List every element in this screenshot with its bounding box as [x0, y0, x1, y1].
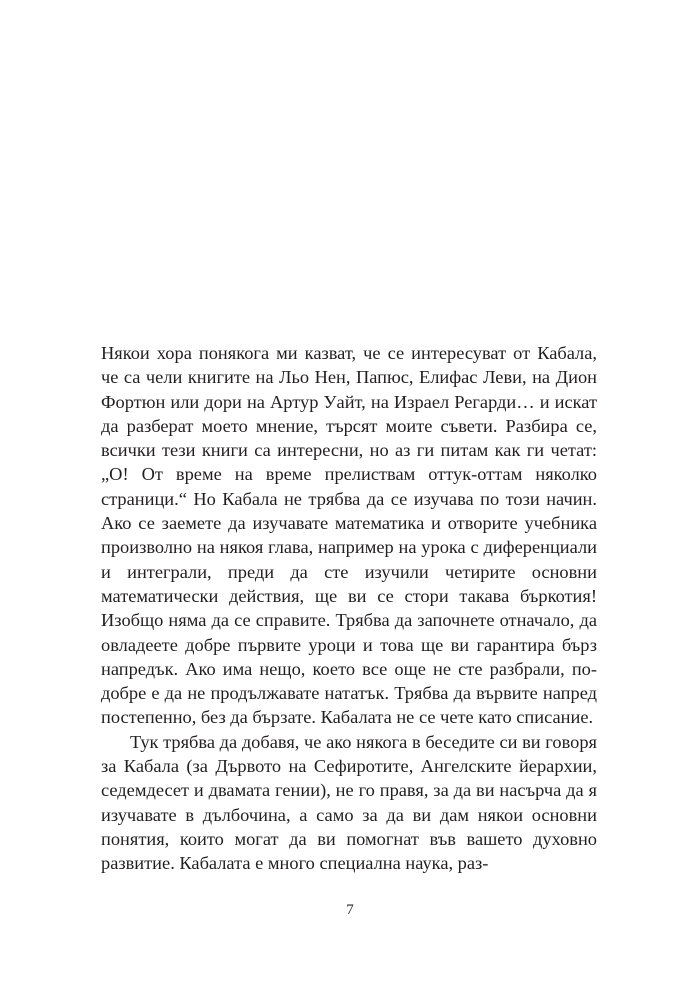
- page-number: 7: [346, 902, 354, 918]
- body-text: [101, 341, 597, 876]
- paragraph: Някои хора понякога ми казват, че се интересуват от Кабала, че са чели книгите на Льо Нен, Папюс, Елифас Леви, на Дион Фортюн или дори на Артур Уайт, на Израел Регарди… и искат да разберат моето мнение, търсят моите съвети. Разбира се, всички тези книги са интересни, но аз ги питам как ги четат: „О! От време на време прелиствам оттук-оттам няколко страници.“ Но Кабала не трябва да се изучава по този начин. Ако се заемете да изучавате математика и отворите учебника произволно на някоя глава, например на урока с диференциали и интеграли, преди да сте изучили четирите основни математически действия, ще ви се стори такава бъркотия! Изобщо няма да се справите. Трябва да започнете отначало, да овладеете добре първите уроци и това ще ви гарантира бърз напредък. Ако има нещо, което все още не сте разбрали, по-добре е да не продължавате нататък. Трябва да вървите напред постепенно, без да бързате. Кабалата не се чете като списание.: [101, 343, 597, 728]
- paragraph: Тук трябва да добавя, че ако някога в беседите си ви говоря за Кабала (за Дървото на Сефиротите, Ангелските йерархии, седемдесет и двамата гении), не го правя, за да ви насърча да я изучавате в дълбочина, а само за да ви дам някои основни понятия, които могат да ви помогнат във вашето духовно развитие. Кабалата е много специална наука, раз-: [101, 731, 597, 874]
